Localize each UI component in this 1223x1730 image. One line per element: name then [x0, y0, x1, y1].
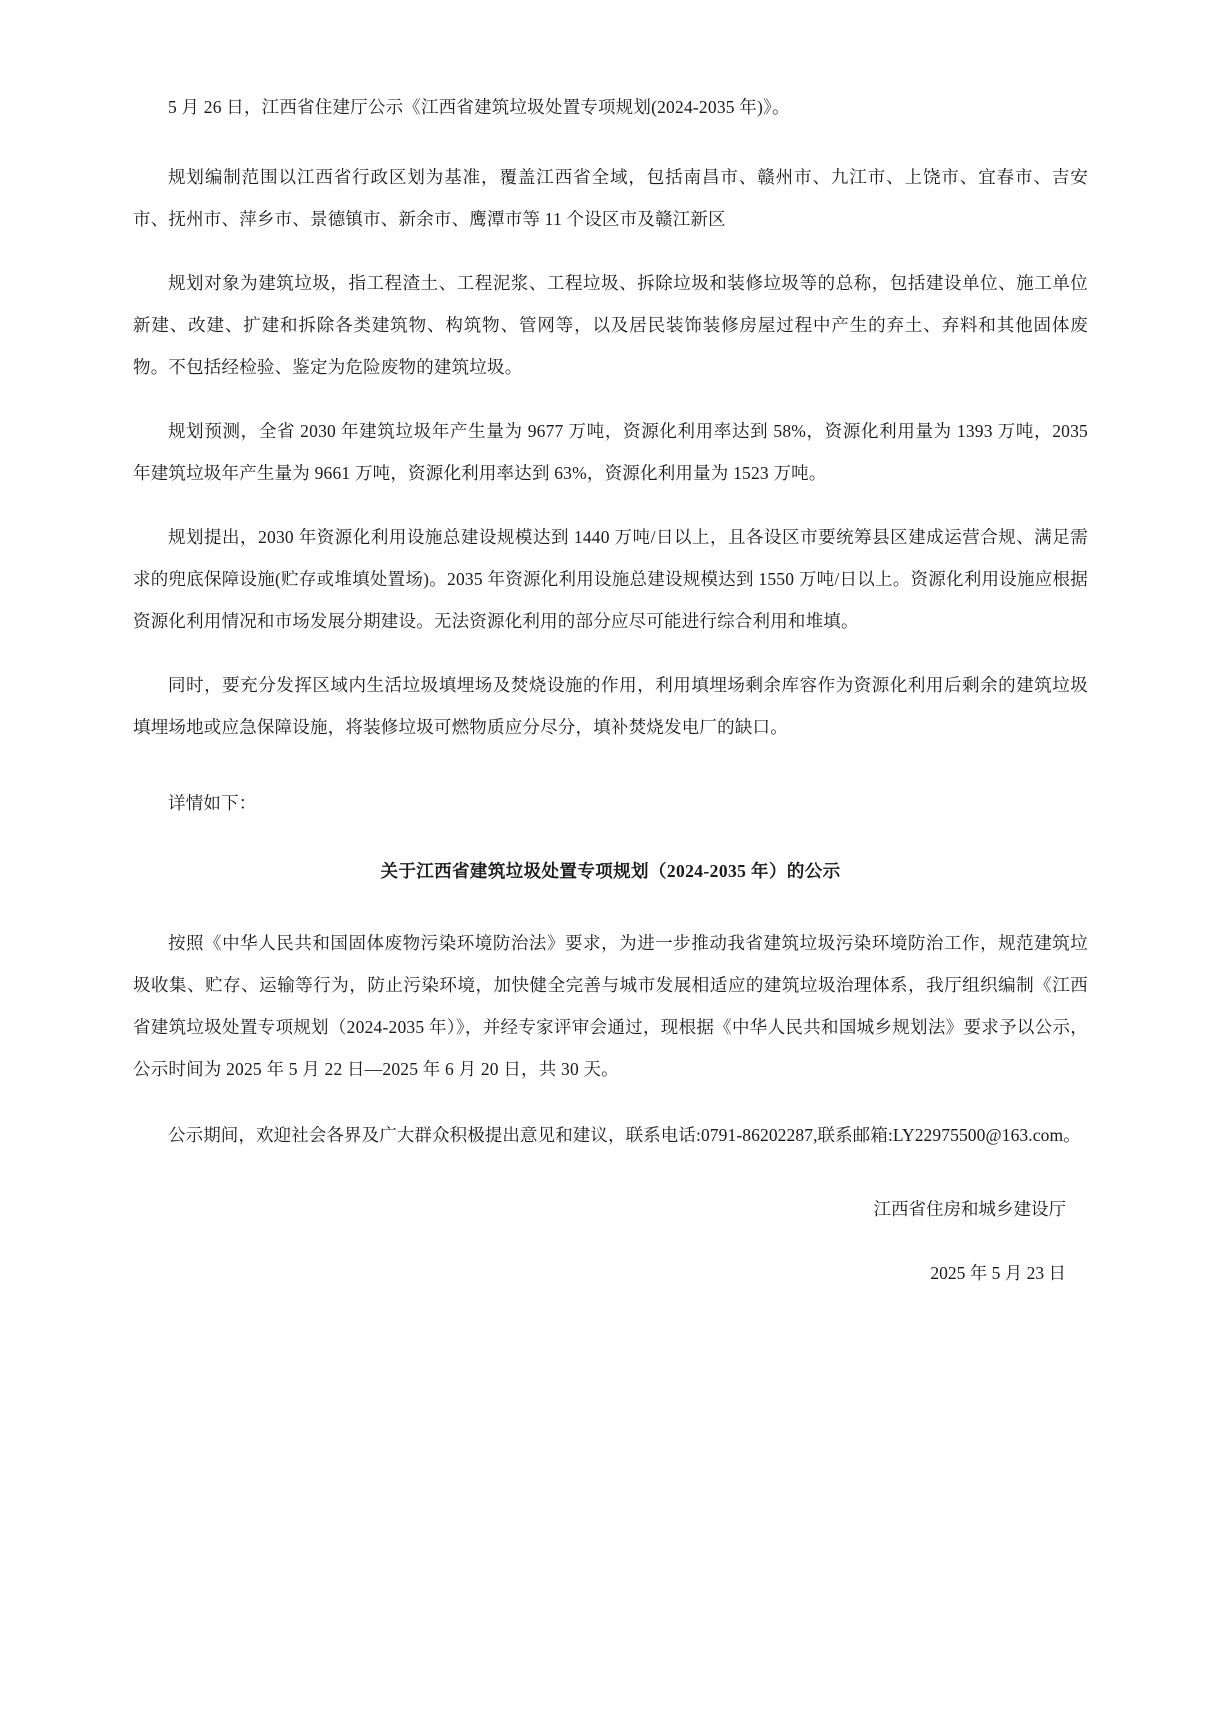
paragraph-landfill: 同时，要充分发挥区域内生活垃圾填埋场及焚烧设施的作用，利用填埋场剩余库容作为资源化利用后剩余的建筑垃圾填埋场地或应急保障设施，将装修垃圾可燃物质应分尽分，填补焚烧发电厂的缺口。 [133, 675, 1088, 737]
notice-body-paragraph: 按照《中华人民共和国固体废物污染环境防治法》要求，为进一步推动我省建筑垃圾污染环境防治工作，规范建筑垃圾收集、贮存、运输等行为，防止污染环境，加快健全完善与城市发展相适应的建筑垃圾治理体系，我厅组织编制《江西省建筑垃圾处置专项规划（2024-2035 年）》，并经专家评审会通过，现根据《中华人民共和国城乡规划法》要求予以公示，公示时间为 2025 年 5 月 22 日—2025 年 6 月 20 日，共 30 天。 [133, 933, 1088, 1079]
contact-paragraph: 公示期间，欢迎社会各界及广大群众积极提出意见和建议，联系电话:0791-86202287,联系邮箱:LY22975500@163.com。 [168, 1125, 1081, 1145]
issuing-authority: 江西省住房和城乡建设厅 [873, 1199, 1066, 1219]
paragraph-scope: 规划编制范围以江西省行政区划为基准，覆盖江西省全域，包括南昌市、赣州市、九江市、上饶市、宜春市、吉安市、抚州市、萍乡市、景德镇市、新余市、鹰潭市等 11 个设区市及赣江新区 [133, 167, 1088, 229]
notice-title: 关于江西省建筑垃圾处置专项规划（2024-2035 年）的公示 [380, 861, 841, 881]
intro-paragraph: 5 月 26 日，江西省住建厅公示《江西省建筑垃圾处置专项规划(2024-2035 年)》。 [168, 97, 790, 117]
paragraph-definition: 规划对象为建筑垃圾，指工程渣土、工程泥浆、工程垃圾、拆除垃圾和装修垃圾等的总称，包括建设单位、施工单位新建、改建、扩建和拆除各类建筑物、构筑物、管网等，以及居民装饰装修房屋过程中产生的弃土、弃料和其他固体废物。不包括经检验、鉴定为危险废物的建筑垃圾。 [133, 273, 1088, 377]
paragraph-facilities: 规划提出，2030 年资源化利用设施总建设规模达到 1440 万吨/日以上，且各设区市要统筹县区建成运营合规、满足需求的兜底保障设施(贮存或堆填处置场)。2035 年资源化利用设施总建设规模达到 1550 万吨/日以上。资源化利用设施应根据资源化利用情况和市场发展分期建设。无法资源化利用的部分应尽可能进行综合利用和堆填。 [133, 527, 1088, 631]
paragraph-forecast: 规划预测，全省 2030 年建筑垃圾年产生量为 9677 万吨，资源化利用率达到 58%，资源化利用量为 1393 万吨，2035 年建筑垃圾年产生量为 9661 万吨，资源化利用率达到 63%，资源化利用量为 1523 万吨。 [133, 421, 1088, 483]
detail-label: 详情如下： [168, 793, 257, 813]
issue-date: 2025 年 5 月 23 日 [930, 1263, 1066, 1283]
document-content [133, 86, 1088, 1294]
